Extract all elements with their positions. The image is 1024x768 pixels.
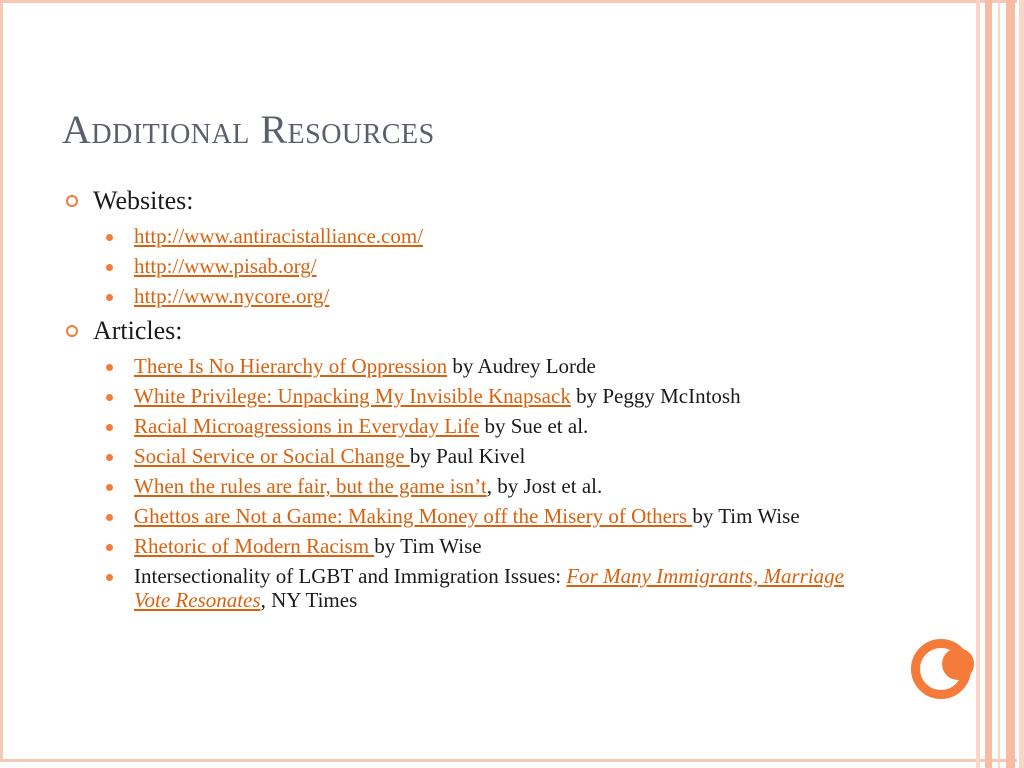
list-item [62,534,862,558]
list-item [62,354,862,378]
stripe [1019,0,1024,768]
list-item [62,284,862,308]
dot-bullet-icon [106,234,113,241]
article-author: by Paul Kivel [409,444,526,468]
list-item [62,504,862,528]
section-heading: Articles: [93,316,183,345]
section-websites [62,184,862,218]
decorative-stripes [976,0,1024,768]
website-link[interactable]: http://www.pisab.org/ [134,254,317,278]
slide-title: Additional Resources [62,107,435,152]
article-link[interactable]: For Many Immigrants, Marriage Vote Resonates [134,564,845,612]
dot-bullet-icon [106,574,113,581]
stripe [985,0,992,768]
article-link[interactable]: Racial Microagressions in Everyday Life [134,414,480,438]
article-author: by Tim Wise [374,534,482,558]
article-author: , by Jost et al. [486,474,603,498]
list-item [62,474,862,498]
dot-bullet-icon [106,544,113,551]
dot-bullet-icon [106,424,113,431]
article-link[interactable]: Rhetoric of Modern Racism [134,534,375,558]
list-item [62,444,862,468]
dot-bullet-icon [106,294,113,301]
slide-content [62,178,862,618]
decorative-circle-icon [942,648,974,680]
stripe [998,0,1000,768]
dot-bullet-icon [106,514,113,521]
article-link[interactable]: There Is No Hierarchy of Oppression [134,354,448,378]
list-item [62,224,862,248]
article-link[interactable]: Ghettos are Not a Game: Making Money off the Misery of Others [134,504,693,528]
article-link[interactable]: White Privilege: Unpacking My Invisible Knapsack [134,384,571,408]
section-heading: Websites: [93,186,194,215]
article-author: by Tim Wise [692,504,800,528]
article-topic: Intersectionality of LGBT and Immigration Issues: [134,564,567,588]
article-author: by Sue et al. [479,414,589,438]
website-link[interactable]: http://www.nycore.org/ [134,284,330,308]
dot-bullet-icon [106,264,113,271]
list-item [62,564,862,612]
article-link[interactable]: When the rules are fair, but the game isn’t [134,474,487,498]
ring-bullet-icon [66,325,78,337]
list-item [62,414,862,438]
ring-bullet-icon [66,195,78,207]
list-item [62,254,862,278]
dot-bullet-icon [106,454,113,461]
website-link[interactable]: http://www.antiracistalliance.com/ [134,224,424,248]
article-link[interactable]: Social Service or Social Change [134,444,410,468]
section-articles [62,314,862,348]
article-author: by Peggy McIntosh [570,384,741,408]
article-author: by Audrey Lorde [447,354,596,378]
stripe [1006,0,1015,768]
article-source: , NY Times [260,588,358,612]
dot-bullet-icon [106,394,113,401]
dot-bullet-icon [106,484,113,491]
stripe [976,0,980,768]
dot-bullet-icon [106,364,113,371]
list-item [62,384,862,408]
